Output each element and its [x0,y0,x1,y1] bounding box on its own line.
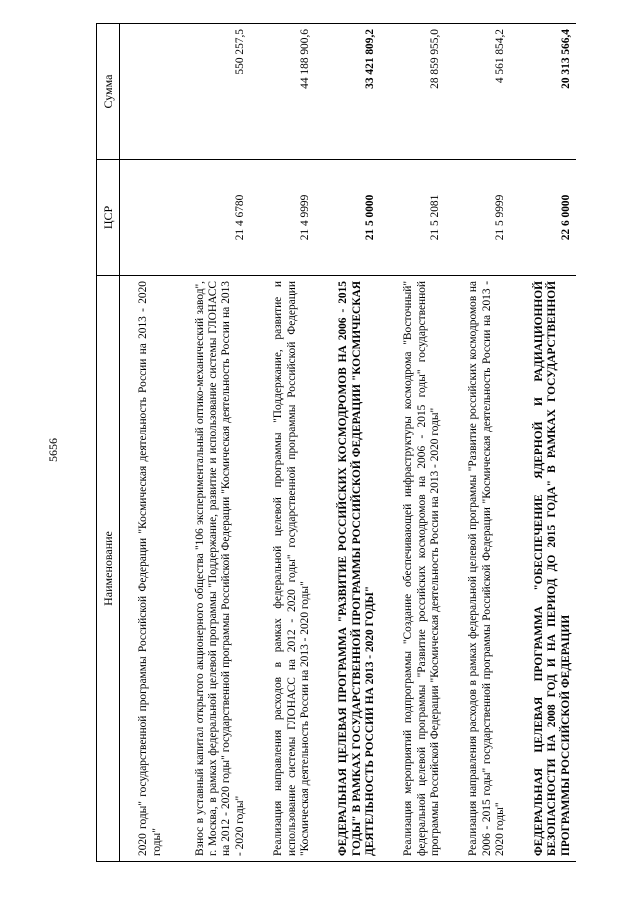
table-row [167,24,250,862]
table-header-row [97,24,120,862]
row-code-cell: 21 4 6780 [167,160,250,276]
row-sum-cell: 20 313 566,4 [511,24,576,160]
budget-table [96,23,576,862]
row-name-cell: ФЕДЕРАЛЬНАЯ ЦЕЛЕВАЯ ПРОГРАММА "ОБЕСПЕЧЕНИЕ ЯДЕРНОЙ И РАДИАЦИОННОЙ БЕЗОПАСНОСТИ НА 2008 ГОД И НА ПЕРИОД ДО 2015 ГОДА" В РАМКАХ ГОСУДАРСТВЕННОЙ ПРОГРАММЫ РОССИЙСКОЙ ФЕДЕРАЦИИ [511,276,576,862]
header-sum: Сумма [97,24,120,160]
row-name-cell: Взнос в уставный капитал открытого акционерного общества "106 экспериментальный оптико-механический завод", г. Москва, в рамках федеральной целевой программы "Поддержание, развитие и использование системы ГЛОНАСС на 2012 - 2020 годы" государственной программы Российской Федерации "Космическая деятельность России на 2013 - 2020 годы" [167,276,250,862]
header-name: Наименование [97,276,120,862]
header-code: ЦСР [97,160,120,276]
row-sum-cell: 550 257,5 [167,24,250,160]
row-code-cell: 21 5 2081 [381,160,446,276]
table-row [511,24,576,862]
row-code-cell: 21 5 0000 [316,160,381,276]
row-name-cell: ФЕДЕРАЛЬНАЯ ЦЕЛЕВАЯ ПРОГРАММА "РАЗВИТИЕ РОССИЙСКИХ КОСМОДРОМОВ НА 2006 - 2015 ГОДЫ" В РАМКАХ ГОСУДАРСТВЕННОЙ ПРОГРАММЫ РОССИЙСКОЙ ФЕДЕРАЦИИ "КОСМИЧЕСКАЯ ДЕЯТЕЛЬНОСТЬ РОССИИ НА 2013 - 2020 ГОДЫ" [316,276,381,862]
row-sum-cell: 33 421 809,2 [316,24,381,160]
table-row [316,24,381,862]
row-code-cell: 22 6 0000 [511,160,576,276]
table-row [120,24,168,862]
row-name-cell: Реализация мероприятий подпрограммы "Создание обеспечивающей инфраструктуры космодрома "Восточный" федеральной целевой программы "Развитие российских космодромов на 2006 - 2015 годы" государственной программы Российской Федерации "Космическая деятельность России на 2013 - 2020 годы" [381,276,446,862]
page-number: 5656 [46,438,60,462]
rotated-page-content [96,29,576,862]
row-sum-cell: 4 561 854,2 [446,24,511,160]
row-sum-cell: 44 188 900,6 [250,24,315,160]
row-code-cell [120,160,168,276]
row-code-cell: 21 4 9999 [250,160,315,276]
table-row [446,24,511,862]
row-code-cell: 21 5 9999 [446,160,511,276]
row-sum-cell: 28 859 955,0 [381,24,446,160]
row-name-cell: Реализация направления расходов в рамках федеральной целевой программы "Поддержание, развитие и использование системы ГЛОНАСС на 2012 - 2020 годы" государственной программы Российской Федерации "Космическая деятельность России на 2013 - 2020 годы" [250,276,315,862]
row-name-cell: Реализация направления расходов в рамках федеральной целевой программы "Развитие российских космодромов на 2006 - 2015 годы" государственной программы Российской Федерации "Космическая деятельность России на 2013 - 2020 годы" [446,276,511,862]
table-row [381,24,446,862]
row-name-cell: 2020 годы" государственной программы Российской Федерации "Космическая деятельность России на 2013 - 2020 годы" [120,276,168,862]
table-row [250,24,315,862]
row-sum-cell [120,24,168,160]
